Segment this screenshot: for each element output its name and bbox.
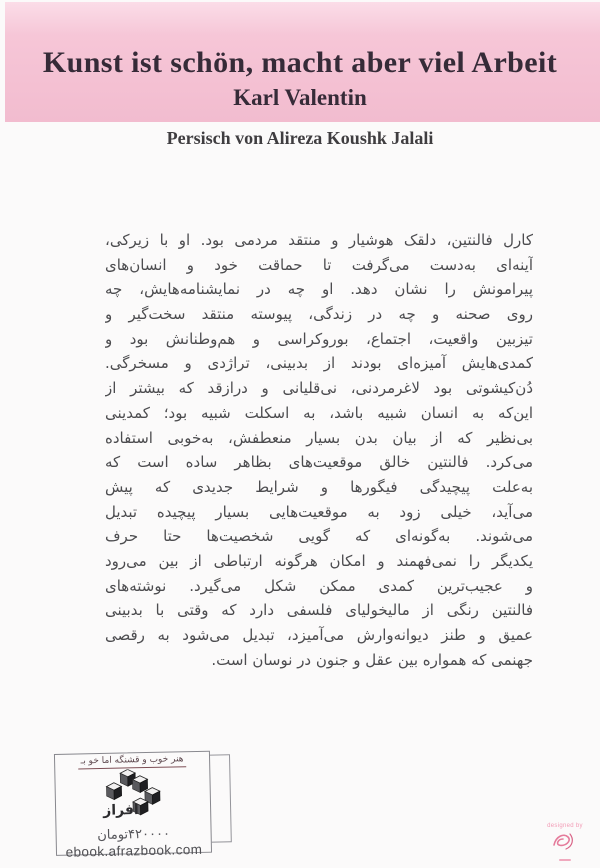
synopsis-line: به‌علت پیچیدگی فیگورها و شرایط جدیدی که پیش [105,477,533,496]
designer-name-mark [559,859,571,861]
synopsis-line: عمیق و طنز دیوانه‌وارش می‌آمیزد، تبدیل می‌شود به رقصی [105,626,533,644]
price-label: ۴۲۰۰۰۰تومان [97,826,171,844]
publisher-stamp [54,746,242,862]
synopsis-line: تیزبین واقعیت، اجتماع، بوروکراسی و هم‌وطنانش بود و [105,329,533,348]
synopsis-paragraph [105,228,533,672]
publisher-url: ebook.afrazbook.com [65,841,203,860]
book-title-german: Kunst ist schön, macht aber viel Arbeit [42,46,558,79]
afraz-logo-text: افراز [103,801,139,819]
translation-credit: Persisch von Alireza Koushk Jalali [166,128,434,148]
synopsis-line: می‌آید، خیلی زود به موقعیت‌هایی بسیار پیچیده تبدیل [105,502,533,521]
synopsis-line: می‌شوند. به‌گونه‌ای که گویی شخصیت‌ها حتا حرف [105,527,533,546]
synopsis-line: کارل فالنتین، دلقک هوشیار و منتقد مردمی بود. او با زیرکی، [105,231,533,249]
designer-credit [540,822,590,861]
afraz-publisher-logo-icon [93,769,172,832]
synopsis-line: بی‌نظیر که از بیان بدن بسیار منعطفش، به‌خوبی استفاده [105,428,533,447]
synopsis-line: آینه‌ای به‌دست می‌گرفت تا حماقت خود و انسان‌های [105,255,533,274]
synopsis-line: پیرامونش را نشان دهد. او چه در نمایشنامه‌هایش، چه [105,280,533,299]
synopsis-line: می‌کرد. فالنتین خالق موقعیت‌های بظاهر ساده است که [105,453,533,472]
synopsis-line: این‌که به انسان شبیه باشد، به اسکلت شبیه بود؛ کمدینی [105,403,533,422]
synopsis-line: روی صحنه و چه در زندگی، پیوسته منتقد سخت‌گیر و [105,305,533,324]
synopsis-line: دُن‌کیشوتی بود لاغرمردنی، نی‌قلیانی و درازقد که بیشتر از [105,379,533,398]
persian-book-title: هنر خوب و قشنگه اما خو بـ [78,754,187,769]
synopsis-line: و عجیب‌ترین کمدی ممکن شکل می‌گیرد. نوشته‌های [105,576,533,595]
designer-signature-icon [550,831,580,858]
author-name: Karl Valentin [233,85,367,110]
designed-by-label: designed by [547,823,583,829]
synopsis-line: یکدیگر را نمی‌فهمند و امکان هرگونه ارتباطی از بین می‌رود [105,551,533,570]
synopsis-line: فالنتین رنگی از مالیخولیای فلسفی دارد که وقتی با بدبینی [105,601,533,620]
synopsis-line: کمدی‌هایش آمیزه‌ای بودند از بدبینی، تراژدی و مسخرگی. [105,354,533,373]
stamp-front-card [54,751,212,860]
synopsis-line: جهنمی که همواره بین عقل و جنون در نوسان است. [211,650,533,669]
